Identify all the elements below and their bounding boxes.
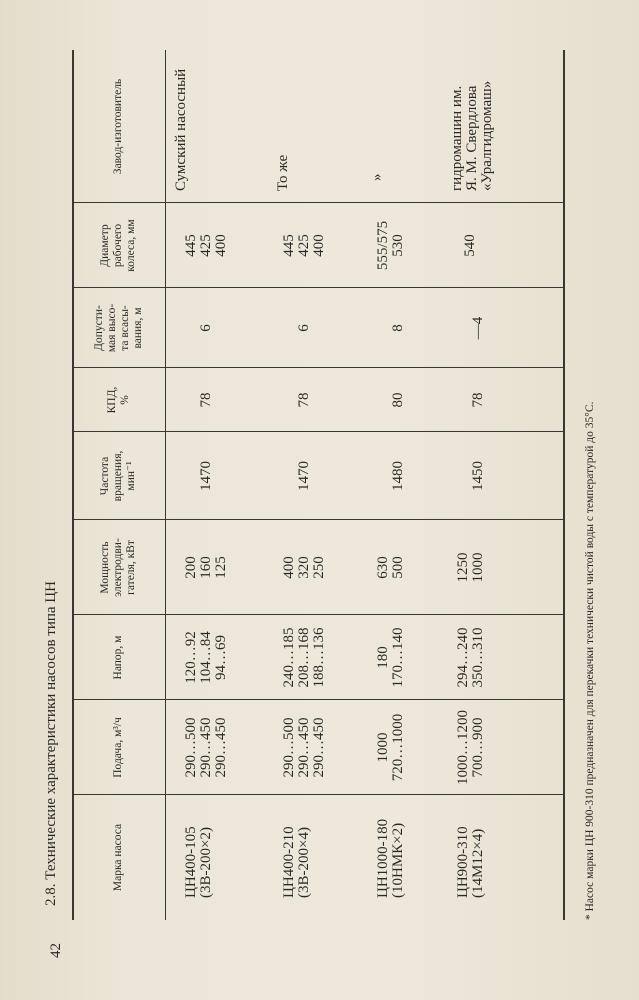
cell-line: 208…168	[296, 627, 312, 688]
cell-line: 400	[281, 556, 297, 579]
footnote: * Насос марки ЦН 900-310 предназначен для перекачки технически чистой воды с температурой до 35°С.	[584, 401, 596, 920]
header-suction-height	[93, 288, 145, 368]
suction-height-cell	[297, 288, 312, 368]
suction-height-cell	[471, 288, 486, 368]
head-cell	[456, 615, 486, 700]
cell-line: »	[369, 173, 385, 181]
cell-line: То же	[275, 154, 291, 191]
header-flow	[112, 700, 125, 795]
cell-line: 400	[311, 234, 327, 257]
cell-line: 160	[198, 556, 214, 579]
header-line: рабочего	[112, 223, 124, 268]
header-manufacturer	[112, 50, 125, 203]
header-line: Подача, м³/ч	[112, 717, 124, 778]
header-line: Мощность	[99, 541, 111, 594]
cell-line: 94…69	[213, 635, 229, 680]
table-title: 2.8. Технические характеристики насосов типа ЦН	[43, 581, 59, 906]
impeller-diameter-cell	[282, 203, 327, 288]
cell-line: 1480	[390, 461, 406, 491]
cell-line: ЦН400-210	[281, 826, 297, 898]
suction-height-cell	[199, 288, 214, 368]
pump-brand-cell	[456, 795, 486, 898]
power-cell	[456, 520, 486, 615]
rpm-cell	[471, 432, 486, 520]
cell-line: (3В-200×2)	[198, 827, 214, 898]
flow-cell	[282, 700, 327, 795]
cell-line: 530	[390, 234, 406, 257]
header-line: колеса, мм	[125, 219, 137, 272]
header-power	[99, 520, 138, 615]
page-number: 42	[48, 943, 64, 958]
manufacturer-cell	[276, 50, 291, 191]
manufacturer-cell	[370, 40, 385, 181]
cell-line: 78	[198, 392, 214, 408]
column-divider	[72, 699, 563, 700]
cell-line: 290…450	[213, 717, 229, 778]
header-line: Диаметр	[99, 224, 111, 267]
cell-line: 400	[213, 234, 229, 257]
column-divider	[72, 519, 563, 520]
header-efficiency	[106, 368, 132, 432]
header-line: мин⁻¹	[125, 461, 137, 491]
cell-line: 104…84	[198, 631, 214, 684]
cell-line: Сумский насосный	[173, 68, 189, 191]
header-rpm	[99, 432, 138, 520]
rpm-cell	[199, 432, 214, 520]
table-bottom-rule	[563, 50, 565, 920]
pump-brand-cell	[376, 795, 406, 898]
header-bottom-rule	[165, 50, 166, 920]
header-line: Частота	[99, 456, 111, 496]
cell-line: гидромашин им.	[449, 85, 465, 191]
header-line: Допусти-	[92, 305, 105, 351]
cell-line: 294…240	[455, 627, 471, 688]
cell-line: 78	[470, 392, 486, 408]
header-line: Марка насоса	[112, 823, 124, 892]
cell-line: 1000…1200	[455, 710, 471, 785]
pump-brand-cell	[282, 795, 312, 898]
cell-line: ЦН400-105	[183, 826, 199, 898]
header-line: вращения,	[112, 450, 124, 502]
cell-line: (14М12×4)	[470, 828, 486, 898]
header-line: гателя, кВт	[125, 540, 137, 595]
rpm-cell	[297, 432, 312, 520]
cell-line: 170…140	[390, 627, 406, 688]
cell-line: —4	[470, 316, 486, 340]
cell-line: 1470	[198, 461, 214, 491]
cell-line: 445	[281, 234, 297, 257]
head-cell	[184, 615, 229, 700]
flow-cell	[376, 700, 406, 795]
cell-line: 6	[296, 324, 312, 332]
head-cell	[282, 615, 327, 700]
table-top-rule	[72, 50, 74, 920]
cell-line: 290…500	[281, 717, 297, 778]
cell-line: «Уралгидромаш»	[479, 80, 495, 191]
cell-line: 1470	[296, 461, 312, 491]
cell-line: 200	[183, 556, 199, 579]
flow-cell	[456, 700, 486, 795]
rpm-cell	[391, 432, 406, 520]
impeller-diameter-cell	[463, 203, 478, 288]
column-divider	[72, 614, 563, 615]
header-line: мая высо-	[105, 303, 118, 353]
cell-line: 320	[296, 556, 312, 579]
cell-line: 1000	[470, 552, 486, 583]
cell-line: 80	[390, 392, 406, 408]
cell-line: (3В-200×4)	[296, 827, 312, 898]
cell-line: 540	[462, 234, 478, 257]
cell-line: 425	[198, 234, 214, 257]
efficiency-cell	[471, 368, 486, 432]
efficiency-cell	[199, 368, 214, 432]
header-pump-brand	[112, 795, 125, 920]
cell-line: 78	[296, 392, 312, 408]
cell-line: 500	[390, 556, 406, 579]
cell-line: 350…310	[470, 627, 486, 688]
column-divider	[72, 431, 563, 432]
impeller-diameter-cell	[376, 203, 406, 288]
cell-line: 188…136	[311, 627, 327, 688]
cell-line: 1000	[375, 732, 391, 763]
cell-line: 290…450	[198, 717, 214, 778]
cell-line: 8	[390, 324, 406, 332]
header-line: Завод-изготовитель	[112, 78, 124, 175]
manufacturer-cell	[450, 50, 495, 191]
cell-line: 555/575	[375, 220, 391, 271]
header-line: та всасы-	[118, 305, 131, 351]
cell-line: 445	[183, 234, 199, 257]
header-line: КПД,	[105, 386, 118, 414]
cell-line: 1250	[455, 552, 471, 583]
header-line: вания, м	[131, 307, 144, 349]
header-line: Напор, м	[112, 635, 124, 680]
header-impeller-diameter	[99, 203, 138, 288]
cell-line: ЦН900-310	[455, 826, 471, 898]
column-divider	[72, 794, 563, 795]
cell-line: 120…92	[183, 631, 199, 684]
manufacturer-cell	[174, 50, 189, 191]
cell-line: (10НМК×2)	[390, 822, 406, 898]
pump-brand-cell	[184, 795, 214, 898]
cell-line: 425	[296, 234, 312, 257]
cell-line: 630	[375, 556, 391, 579]
cell-line: 720…1000	[390, 713, 406, 782]
column-divider	[72, 367, 563, 368]
cell-line: 180	[375, 646, 391, 669]
column-divider	[72, 287, 563, 288]
power-cell	[376, 520, 406, 615]
cell-line: 290…500	[183, 717, 199, 778]
cell-line: 6	[198, 324, 214, 332]
head-cell	[376, 615, 406, 700]
header-head	[112, 615, 125, 700]
cell-line: 700…900	[470, 717, 486, 778]
cell-line: 290…450	[296, 717, 312, 778]
efficiency-cell	[391, 368, 406, 432]
cell-line: 290…450	[311, 717, 327, 778]
power-cell	[184, 520, 229, 615]
cell-line: Я. М. Свердлова	[464, 85, 480, 191]
power-cell	[282, 520, 327, 615]
header-line: %	[118, 395, 131, 405]
efficiency-cell	[297, 368, 312, 432]
cell-line: ЦН1000-180	[375, 818, 391, 898]
impeller-diameter-cell	[184, 203, 229, 288]
suction-height-cell	[391, 288, 406, 368]
flow-cell	[184, 700, 229, 795]
cell-line: 1450	[470, 461, 486, 491]
cell-line: 250	[311, 556, 327, 579]
cell-line: 125	[213, 556, 229, 579]
cell-line: 240…185	[281, 627, 297, 688]
column-divider	[72, 202, 563, 203]
header-line: электродви-	[112, 538, 124, 597]
